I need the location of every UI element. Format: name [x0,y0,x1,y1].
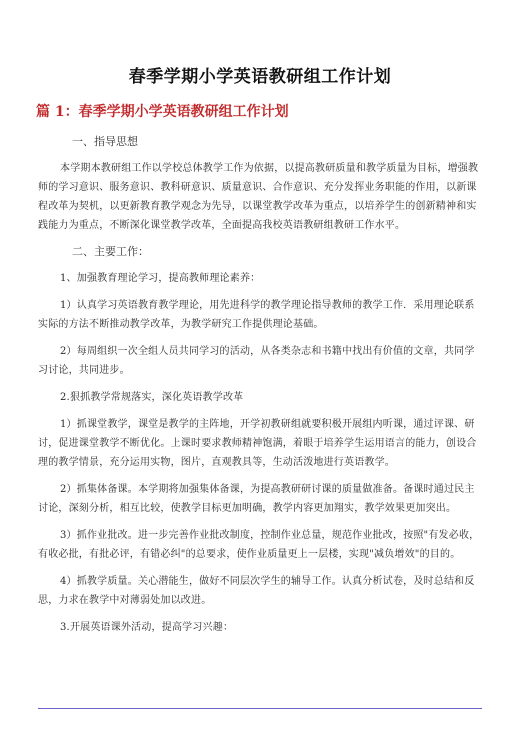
item2-paragraph-2: 2）抓集体备课。本学期将加强集体备课，为提高教研研讨课的质量做准备。备课时通过民主讨论，深刻分析，相互比较，使教学目标更加明确，教学内容更加翔实，教学效果更加突出。 [38,484,475,514]
document-title: 春季学期小学英语教研组工作计划 [128,67,392,87]
item1-title: 1、加强教育理论学习，提高教师理论素养： [60,273,261,284]
paragraph-guiding-thought: 本学期本教研组工作以学校总体教学工作为依据，以提高教研质量和教学质量为目标，增强教师的学习意识、服务意识、教科研意识、质量意识、合作意识、充分发挥业务职能的作用，以新课程改革为契机，以更新教育教学观念为先导，以课堂教学改革为重点，以培养学生的创新精神和实践能力为重点，不断深化课堂教学改革，全面提高我校英语教研组教研工作水平。 [38,163,479,231]
heading-guiding-thought: 一、指导思想 [72,135,138,148]
item2-paragraph-1: 1）抓课堂教学，课堂是教学的主阵地，开学初教研组就要积极开展组内听课，通过评课、研讨，促进课堂教学不断优化。上课时要求教师精神饱满，着眼于培养学生运用语言的能力，创设合理的教学情景，充分运用实物，图片，直观教具等，生动活泼地进行英语教学。 [38,419,477,468]
item2-title: 2.狠抓教学常规落实，深化英语教学改革 [60,392,244,403]
item2-paragraph-3: 3）抓作业批改。进一步完善作业批改制度，控制作业总量，规范作业批改，按照"有发必收，有收必批，有批必评，有错必纠"的总要求，使作业质量更上一层楼，实现"减负增效"的目的。 [38,530,480,560]
item3-title: 3.开展英语课外活动，提高学习兴趣： [60,622,234,633]
section-heading: 篇 1：春季学期小学英语教研组工作计划 [36,104,289,120]
item1-paragraph-1: 1）认真学习英语教育教学理论，用先进科学的教学理论指导教师的教学工作．采用理论联系实际的方法不断推动教学改革，为教学研究工作提供理论基础。 [38,300,475,330]
footer-divider [38,708,482,709]
item1-paragraph-2: 2）每周组织一次全组人员共同学习的活动，从各类杂志和书籍中找出有价值的文章，共同学习讨论，共同进步。 [38,346,475,376]
heading-main-work: 二、主要工作： [72,245,149,258]
item2-paragraph-4: 4）抓教学质量。关心潜能生，做好不同层次学生的辅导工作。认真分析试卷，及时总结和反思，力求在教学中对薄弱处加以改进。 [38,576,475,606]
